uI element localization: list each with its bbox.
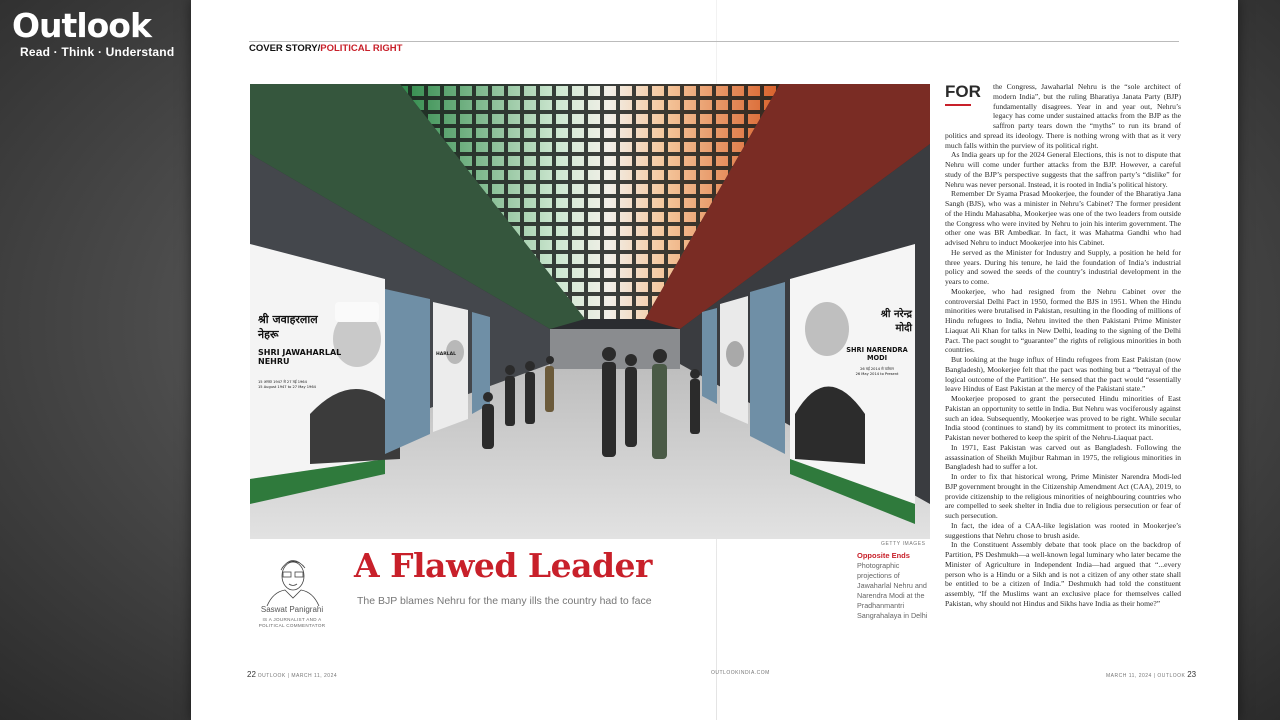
photo-credit: GETTY IMAGES xyxy=(881,541,926,547)
footer-right xyxy=(1106,670,1196,679)
footer-right-text: MARCH 11, 2024 | OUTLOOK xyxy=(1106,673,1186,679)
body-paragraph: In the Constituent Assembly debate that took place on the backdrop of Partition, PS Deshmukh—a well-known legal luminary who later became the Minister of Agriculture in Independent India—had argued that “...every person who is a Hindu or a Sikh and is not a citizen of any other state shall be entitled to be a citizen of India.” Deshmukh had told the constituent assembly, “If the Muslims want an exclusive place for themselves called Pakistan, why should not Hindus and Sikhs have India as their home?” xyxy=(945,540,1181,608)
mid-board-label: HARLAL xyxy=(436,352,456,357)
section-label: COVER STORY/ xyxy=(249,43,321,54)
caption-text: Photographic projections of Jawaharlal Nehru and Narendra Modi at the Pradhanmantri Sangrahalaya in Delhi xyxy=(857,561,928,620)
body-paragraph: In fact, the idea of a CAA-like legislation was rooted in Mookerjee’s suggestions that Nehru chose to brush aside. xyxy=(945,520,1181,540)
footer-center: OUTLOOKINDIA.COM xyxy=(711,670,770,676)
article-deck: The BJP blames Nehru for the many ills the country had to face xyxy=(357,595,652,607)
author-name: Saswat Panigrahi xyxy=(260,605,324,614)
body-paragraph: He served as the Minister for Industry and Supply, a position he held for three years. During his tenure, he laid the foundation of India’s industrial policy and sowed the seeds of the country’s industrial development in the years to come. xyxy=(945,247,1181,286)
body-paragraph: In 1971, East Pakistan was carved out as Bangladesh. Following the assassination of Sheikh Mujibur Rahman in 1975, the religious minorities in Bangladesh had to suffer a lot. xyxy=(945,442,1181,472)
modi-dates-hindi: 26 मई 2014 से वर्तमान xyxy=(860,367,894,371)
author-portrait-sketch xyxy=(261,550,323,606)
body-paragraph: Remember Dr Syama Prasad Mookerjee, the founder of the Bharatiya Jana Sangh (BJS), who was a minister in Nehru’s Cabinet? The former president of the Hindu Mahasabha, Mookerjee was one of the two leaders from outside the Congress who were invited by Nehru to join his interim government. The other one was BR Ambedkar. In fact, it was Mahatma Gandhi who had advised Nehru to induct Mookerjee into his Cabinet. xyxy=(945,189,1181,247)
photo-caption xyxy=(857,551,932,621)
footer-left xyxy=(247,670,337,679)
nehru-name-line1: SHRI JAWAHARLAL xyxy=(258,348,342,357)
modi-board-text xyxy=(840,306,912,334)
dropcap: FOR xyxy=(945,82,985,122)
body-paragraph: But looking at the huge influx of Hindu refugees from East Pakistan (now Bangladesh), Mookerjee felt that the pact was nothing but a “betrayal of the logical outcome of the Partition”. He sensed that the pact would “essentially leave Hindus of East Pakistan at the mercy of the Pakistani state.” xyxy=(945,355,1181,394)
outlook-logo xyxy=(12,8,184,59)
caption-title: Opposite Ends xyxy=(857,551,910,560)
nehru-dates-hindi: 15 अगस्त 1947 से 27 मई 1964 xyxy=(258,380,307,384)
nehru-name-line2: NEHRU xyxy=(258,357,290,366)
nehru-board-text xyxy=(258,312,383,389)
nehru-dates-english: 15 August 1947 to 27 May 1964 xyxy=(258,385,316,389)
article-headline: A Flawed Leader xyxy=(354,546,652,585)
modi-name-line2: MODI xyxy=(866,354,888,362)
footer-left-text: OUTLOOK | MARCH 11, 2024 xyxy=(257,673,338,679)
header-rule xyxy=(249,41,1179,42)
body-paragraph: Mookerjee proposed to grant the persecuted Hindu minorities of East Pakistan an opportunity to settle in India. But Nehru was vociferously against such an idea. Subsequently, Mookerjee was proved to be right. While secular India stood (continues to stand) by its commitment to protect its minorities, Pakistan never bothered to keep the spirit of the Nehru-Liaquat pact. xyxy=(945,394,1181,442)
section-sublabel: POLITICAL RIGHT xyxy=(320,43,403,54)
article-body xyxy=(945,82,1181,609)
cover-photo xyxy=(250,84,930,539)
author-bio: IS A JOURNALIST AND A POLITICAL COMMENTATOR xyxy=(258,617,326,628)
modi-hindi-line2: मोदी xyxy=(895,323,912,334)
body-paragraph: As India gears up for the 2024 General Elections, this is not to dispute that Nehru will come under further attacks from the BJP. However, a careful study of the BJP’s perspective suggests that the saffron party’s “dislike” for Nehru was never personal. Instead, it is rooted in India’s political history. xyxy=(945,150,1181,189)
page-number-right: 23 xyxy=(1187,670,1197,679)
modi-name-text xyxy=(840,346,914,376)
section-header xyxy=(249,43,402,54)
modi-dates-english: 26 May 2014 to Present xyxy=(855,372,899,376)
body-paragraph: the Congress, Jawaharlal Nehru is the “sole architect of modern India”, but the ruling Bharatiya Janata Party (BJP) fundamentally disagrees. Year in and year out, Nehru’s legacy has come under sustained attacks from the BJP as the saffron party tears down the “myths” to run its brand of politics and spread its ideology. There is nothing wrong with that as it very much falls within the purview of its political right. xyxy=(945,82,1181,150)
modi-name-line1: SHRI NARENDRA xyxy=(846,346,908,354)
body-paragraph: Mookerjee, who had resigned from the Nehru Cabinet over the controversial Delhi Pact in 1950, formed the BJS in 1951. When the Hindu minorities were brutalised in Pakistan, resulting in the flooding of millions of Hindu refugees to India, Nehru invited the then Pakistani Prime Minister Liaquat Ali Khan for talks in New Delhi, leading to the signing of the Delhi Pact. The pact sought to “guarantee” the rights of religious minorities in both countries. xyxy=(945,286,1181,355)
logo-wordmark: Outlook xyxy=(12,6,151,45)
logo-tagline: Read · Think · Understand xyxy=(20,45,175,59)
page-number-left: 22 xyxy=(247,670,256,679)
magazine-spread xyxy=(191,0,1238,720)
nehru-hindi-line2: नेहरू xyxy=(258,328,279,341)
body-paragraph: In order to fix that historical wrong, Prime Minister Narendra Modi-led BJP government brought in the Citizenship Amendment Act (CAA), 2019, to provide citizenship to the religious minorities of neighbouring countries who are compelled to seek shelter in India due to religious persecution or fear of such persecution. xyxy=(945,472,1181,520)
modi-hindi-line1: श्री नरेन्द्र xyxy=(880,309,912,320)
nehru-hindi-line1: श्री जवाहरलाल xyxy=(258,313,318,326)
